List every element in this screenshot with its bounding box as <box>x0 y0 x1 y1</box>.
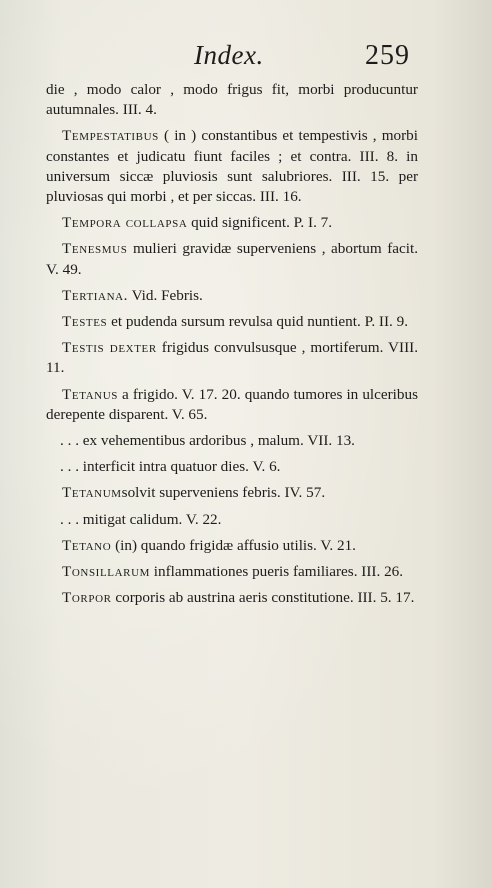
index-subentry <box>46 510 418 530</box>
index-entry <box>46 483 418 503</box>
entry-head: Tertiana. <box>62 286 129 304</box>
index-entries <box>46 80 418 614</box>
entry-head: Tonsillarum <box>62 563 150 581</box>
entry-head: Tetano <box>62 536 112 554</box>
index-entry <box>46 588 418 608</box>
index-entry <box>46 562 418 582</box>
entry-head: Tempestatibus <box>62 127 159 145</box>
index-entry <box>46 239 418 279</box>
entry-text: . . . interficit intra quatuor dies. V. 6. <box>60 458 281 476</box>
index-entry <box>46 126 418 207</box>
entry-head: Tempora collapsa <box>62 214 188 232</box>
index-entry <box>46 286 418 306</box>
entry-head: Tetanum <box>62 484 122 502</box>
entry-text: . . . ex vehementibus ardoribus , malum. VII. 13. <box>60 432 355 450</box>
index-entry <box>46 536 418 556</box>
page-header <box>0 40 492 76</box>
entry-text: die , modo calor , modo frigus fit, morbi producuntur autumnales. III. 4. <box>46 81 418 119</box>
entry-text: ( in ) constantibus et tempestivis , morbi constantes et judicatu fiunt faciles ; et contra. III. 8. in universum siccæ pluviosis sunt salubriores. III. 15. per pluviosas qui morbi , et per siccas. III. 16. <box>46 127 418 206</box>
entry-head: Torpor <box>62 589 112 607</box>
index-entry <box>46 338 418 378</box>
entry-text: frigidus convulsusque , mortiferum. VIII. 11. <box>46 339 418 377</box>
index-entry <box>46 80 418 120</box>
entry-text: corporis ab austrina aeris constitutione. III. 5. 17. <box>111 589 415 607</box>
entry-head: Tenesmus <box>62 240 128 258</box>
entry-text: a frigido. V. 17. 20. quando tumores in ulceribus derepente disparent. V. 65. <box>46 385 418 423</box>
entry-text: et pudenda sursum revulsa quid nuntient. P. II. 9. <box>107 313 409 331</box>
index-subentry <box>46 431 418 451</box>
entry-text: solvit superveniens febris. IV. 57. <box>121 484 326 502</box>
entry-text: inflammationes pueris familiares. III. 26. <box>150 563 404 581</box>
index-subentry <box>46 457 418 477</box>
entry-head: Tetanus <box>62 385 118 403</box>
page-number: 259 <box>365 40 410 71</box>
index-entry <box>46 312 418 332</box>
entry-head: Testis dexter <box>62 339 157 357</box>
entry-text: (in) quando frigidæ affusio utilis. V. 21. <box>111 536 356 554</box>
entry-text: mulieri gravidæ superveniens , abortum facit. V. 49. <box>46 240 418 278</box>
entry-text: quid significent. P. I. 7. <box>187 214 333 232</box>
index-entry <box>46 385 418 425</box>
entry-head: Testes <box>62 313 108 331</box>
running-title: Index. <box>194 40 264 70</box>
entry-text: Vid. Febris. <box>128 286 203 304</box>
entry-text: . . . mitigat calidum. V. 22. <box>60 510 222 528</box>
index-entry <box>46 213 418 233</box>
